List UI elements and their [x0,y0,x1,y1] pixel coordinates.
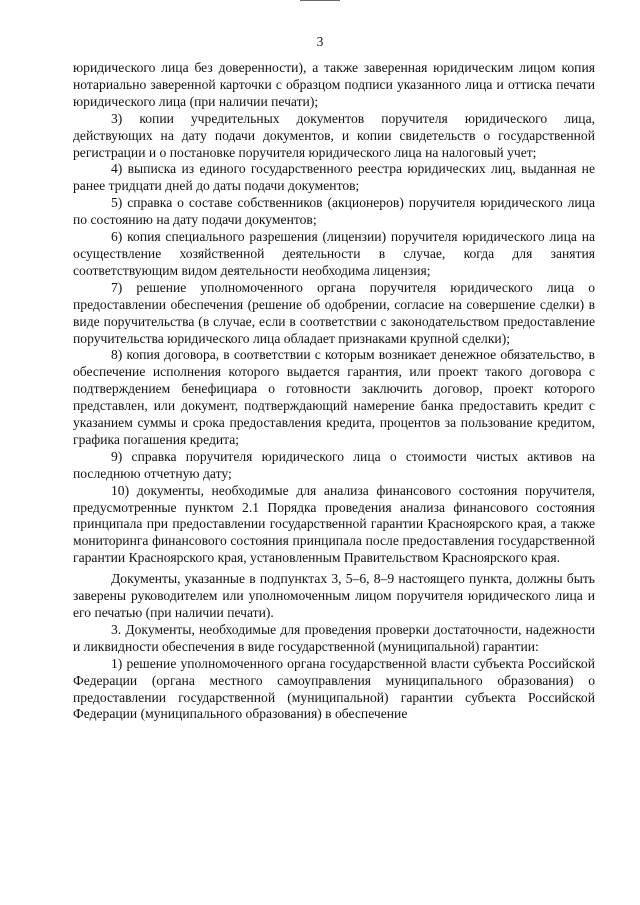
scan-mark [300,0,340,3]
paragraph: 3. Документы, необходимые для проведения проверки достаточности, надежности и ликвидности обеспечения в виде государственной (муниципальной) гарантии: [73,621,595,654]
page-number: 3 [316,34,324,49]
paragraph: 9) справка поручителя юридического лица о стоимости чистых активов на последнюю отчетную дату; [73,448,595,481]
paragraph: 10) документы, необходимые для анализа финансового состояния поручителя, предусмотренные пунктом 2.1 Порядка проведения анализа финансового состояния принципала при предоставлении государственной гарантии Красноярского края, а также мониторинга финансового состояния принципала после предоставления государственной гарантии Красноярского края, установленным Правительством Красноярского края. [73,482,595,566]
paragraph: 1) решение уполномоченного органа государственной власти субъекта Российской Федерации (органа местного самоуправления муниципального образования) о предоставлении государственной (муниципальной) гарантии субъекта Российской Федерации (муниципального образования) в обеспечение [73,655,595,722]
paragraph: 3) копии учредительных документов поручителя юридического лица, действующих на дату подачи документов, и копии свидетельств о государственной регистрации и о постановке поручителя юридического лица на налоговый учет; [73,110,595,160]
paragraph: 6) копия специального разрешения (лицензии) поручителя юридического лица на осуществление хозяйственной деятельности в случае, когда для занятия соответствующим видом деятельности необходима лицензия; [73,229,595,278]
paragraph: Документы, указанные в подпунктах 3, 5–6, 8–9 настоящего пункта, должны быть заверены руководителем или уполномоченным лицом поручителя юридического лица и его печатью (при наличии печати). [73,571,595,620]
document-body [73,60,595,723]
paragraph: 4) выписка из единого государственного реестра юридических лиц, выданная не ранее тридцати дней до даты подачи документов; [73,161,595,194]
paragraph: 5) справка о составе собственников (акционеров) поручителя юридического лица по состоянию на дату подачи документов; [73,195,595,228]
paragraph: юридического лица без доверенности), а также заверенная юридическим лицом копия нотариально заверенной карточки с образцом подписи указанного лица и оттиска печати юридического лица (при наличии печати); [73,60,595,109]
paragraph: 7) решение уполномоченного органа поручителя юридического лица о предоставлении обеспечения (решение об одобрении, согласие на совершение сделки) в виде поручительства (в случае, если в соответствии с законодательством предоставление поручительства юридического лица обладает признаками крупной сделки); [73,279,595,346]
paragraph: 8) копия договора, в соответствии с которым возникает денежное обязательство, в обеспечение исполнения которого выдается гарантия, или проект такого договора с подтверждением бенефициара о готовности заключить договор, проект которого представлен, или документ, подтверждающий намерение банка предоставить кредит с указанием суммы и срока предоставления кредита, процентов за пользование кредитом, графика погашения кредита; [73,347,595,447]
